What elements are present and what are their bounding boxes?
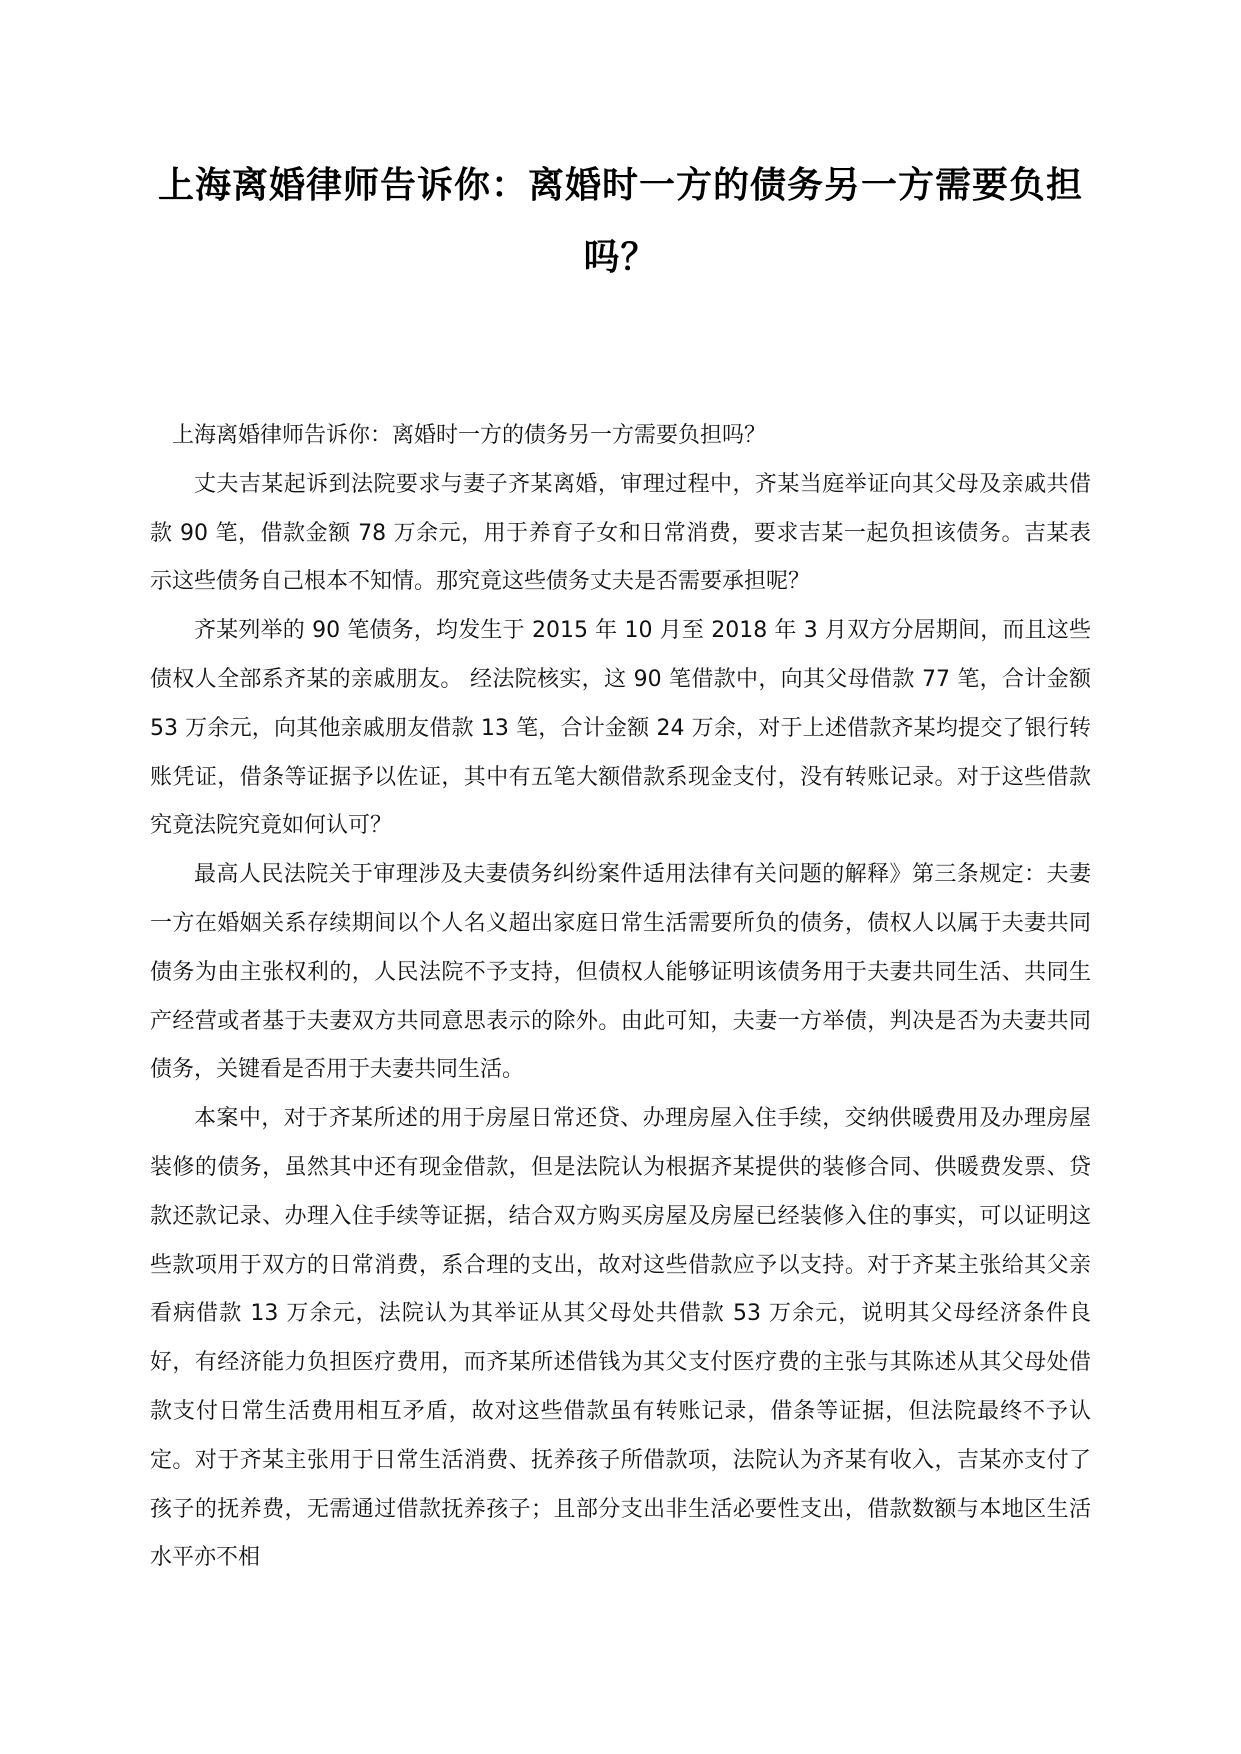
paragraph-case-background: 丈夫吉某起诉到法院要求与妻子齐某离婚，审理过程中，齐某当庭举证向其父母及亲戚共借款 90 笔，借款金额 78 万余元，用于养育子女和日常消费，要求吉某一起负担该债务。吉某表示这些债务自己根本不知情。那究竟这些债务丈夫是否需要承担呢？	[150, 471, 1091, 595]
paragraph-intro: 上海离婚律师告诉你：离婚时一方的债务另一方需要负担吗？	[172, 423, 767, 448]
document-title: 上海离婚律师告诉你：离婚时一方的债务另一方需要负担吗？	[157, 165, 1083, 278]
paragraph-court-ruling: 本案中，对于齐某所述的用于房屋日常还贷、办理房屋入住手续，交纳供暖费用及办理房屋装修的债务，虽然其中还有现金借款，但是法院认为根据齐某提供的装修合同、供暖费发票、贷款还款记录、办理入住手续等证据，结合双方购买房屋及房屋已经装修入住的事实，可以证明这些款项用于双方的日常消费，系合理的支出，故对这些借款应予以支持。对于齐某主张给其父亲看病借款 13 万余元，法院认为其举证从其父母处共借款 53 万余元，说明其父母经济条件良好，有经济能力负担医疗费用，而齐某所述借钱为其父支付医疗费的主张与其陈述从其父母处借款支付日常生活费用相互矛盾，故对这些借款虽有转账记录，借条等证据，但法院最终不予认定。对于齐某主张用于日常生活消费、抚养孩子所借款项，法院认为齐某有收入，吉某亦支付了孩子的抚养费，无需通过借款抚养孩子；且部分支出非生活必要性支出，借款数额与本地区生活水平亦不相	[150, 1106, 1091, 1571]
paragraph-legal-provision: 最高人民法院关于审理涉及夫妻债务纠纷案件适用法律有关问题的解释》第三条规定：夫妻一方在婚姻关系存续期间以个人名义超出家庭日常生活需要所负的债务，债权人以属于夫妻共同债务为由主张权利的，人民法院不予支持，但债权人能够证明该债务用于夫妻共同生活、共同生产经营或者基于夫妻双方共同意思表示的除外。由此可知，夫妻一方举债，判决是否为夫妻共同债务，关键看是否用于夫妻共同生活。	[150, 862, 1091, 1083]
document-body	[150, 412, 1091, 1583]
paragraph-debt-details: 齐某列举的 90 笔债务，均发生于 2015 年 10 月至 2018 年 3 月双方分居期间，而且这些债权人全部系齐某的亲戚朋友。 经法院核实，这 90 笔借款中，向其父母借款 77 笔，合计金额 53 万余元，向其他亲戚朋友借款 13 笔，合计金额 24 万余，对于上述借款齐某均提交了银行转账凭证，借条等证据予以佐证，其中有五笔大额借款系现金支付，没有转账记录。对于这些借款究竟法院究竟如何认可？	[150, 618, 1091, 839]
